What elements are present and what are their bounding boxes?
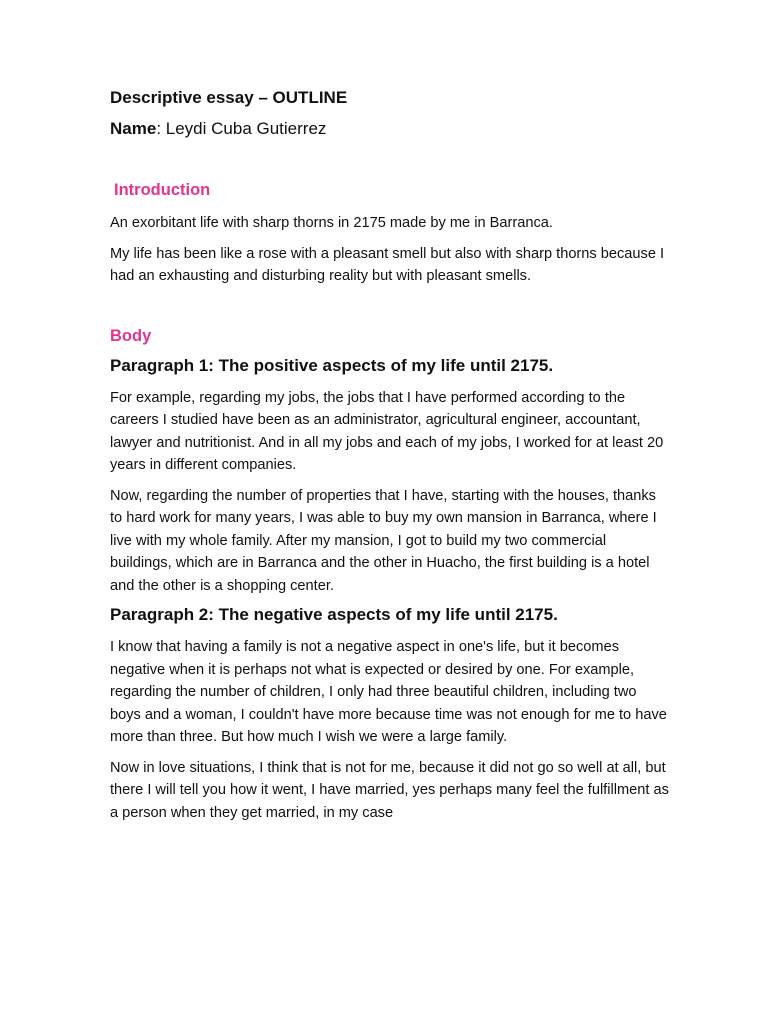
paragraph-1-heading: Paragraph 1: The positive aspects of my life until 2175. bbox=[110, 355, 554, 375]
body-heading: Body bbox=[110, 326, 152, 345]
document-title: Descriptive essay – OUTLINE bbox=[110, 88, 348, 107]
author-name: Leydi Cuba Gutierrez bbox=[161, 119, 327, 138]
introduction-paragraph: My life has been like a rose with a pleasant smell but also with sharp thorns because I had an exhausting and disturbing reality but with pleasant smells. bbox=[110, 245, 665, 284]
paragraph-2-heading: Paragraph 2: The negative aspects of my life until 2175. bbox=[110, 605, 558, 624]
paragraph-1-text-jobs: For example, regarding my jobs, the jobs that I have performed according to the careers I studied have been as an administrator, agricultural engineer, accountant, lawyer and nutritionist. And in all my jobs and each of my jobs, I worked for at least 20 years in different companies. bbox=[110, 389, 664, 473]
paragraph-1-text-properties: Now, regarding the number of properties that I have, starting with the houses, thanks to hard work for many years, I was able to buy my own mansion in Barranca, where I live with my whole family. After my mansion, I got to build my two commercial buildings, which are in Barranca and the other in Huacho, the first building is a hotel and the other is a shopping center. bbox=[110, 487, 657, 594]
name-separator: : bbox=[156, 119, 162, 138]
paragraph-2-text-love: Now in love situations, I think that is not for me, because it did not go so well at all, but there I will tell you how it went, I have married, yes perhaps many feel the fulfillment as a person when they get married, in my case bbox=[110, 759, 669, 821]
name-label: Name bbox=[110, 119, 157, 138]
introduction-heading: Introduction bbox=[114, 181, 211, 199]
document-page bbox=[110, 86, 670, 824]
paragraph-2-text-family: I know that having a family is not a negative aspect in one's life, but it becomes negative when it is perhaps not what is expected or desired by one. For example, regarding the number of children, I only had three beautiful children, including two boys and a woman, I couldn't have more because time was not enough for me to have more than three. But how much I wish we were a large family. bbox=[110, 639, 667, 745]
author-name-line bbox=[110, 117, 670, 141]
introduction-thesis: An exorbitant life with sharp thorns in 2175 made by me in Barranca. bbox=[110, 215, 553, 231]
